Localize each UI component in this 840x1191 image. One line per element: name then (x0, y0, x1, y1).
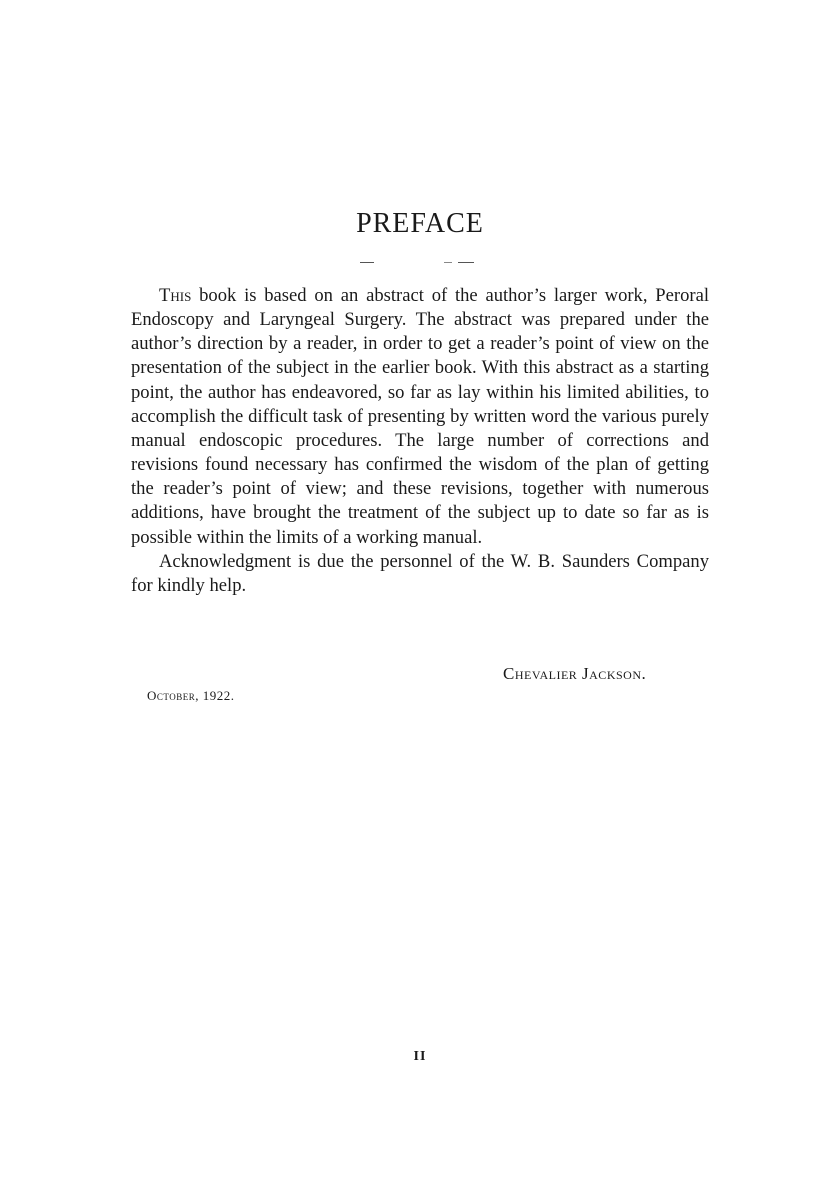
title-divider-left (360, 262, 374, 263)
dateline: October, 1922. (147, 688, 235, 703)
paragraph-text: book is based on an abstract of the author’s larger work, Peroral Endoscopy and Laryngeal Surgery. The abstract was prepared under the author’s direction by a reader, in order to get a reader’s point of view on the presentation of the subject in the earlier book. With this abstract as a starting point, the author has endeavored, so far as lay within his limited abilities, to accomplish the difficult task of presenting by written word the various purely manual endoscopic procedures. The large number of corrections and revisions found necessary has confirmed the wisdom of the plan of getting the reader’s point of view; and these revisions, together with numerous additions, have brought the treatment of the subject up to date so far as is possible within the limits of a working manual. (131, 285, 709, 548)
preface-body (131, 284, 709, 598)
paragraph-lead-word: This (159, 285, 192, 306)
preface-paragraph-2: Acknowledgment is due the personnel of the W. B. Saunders Company for kindly help. (131, 550, 709, 596)
author-signature: Chevalier Jackson. (503, 664, 647, 683)
title-divider-right (458, 262, 474, 263)
title-divider-mid (444, 262, 452, 263)
preface-paragraph-1 (131, 284, 709, 550)
page-number: II (413, 1049, 427, 1064)
page-title: PREFACE (356, 208, 484, 239)
